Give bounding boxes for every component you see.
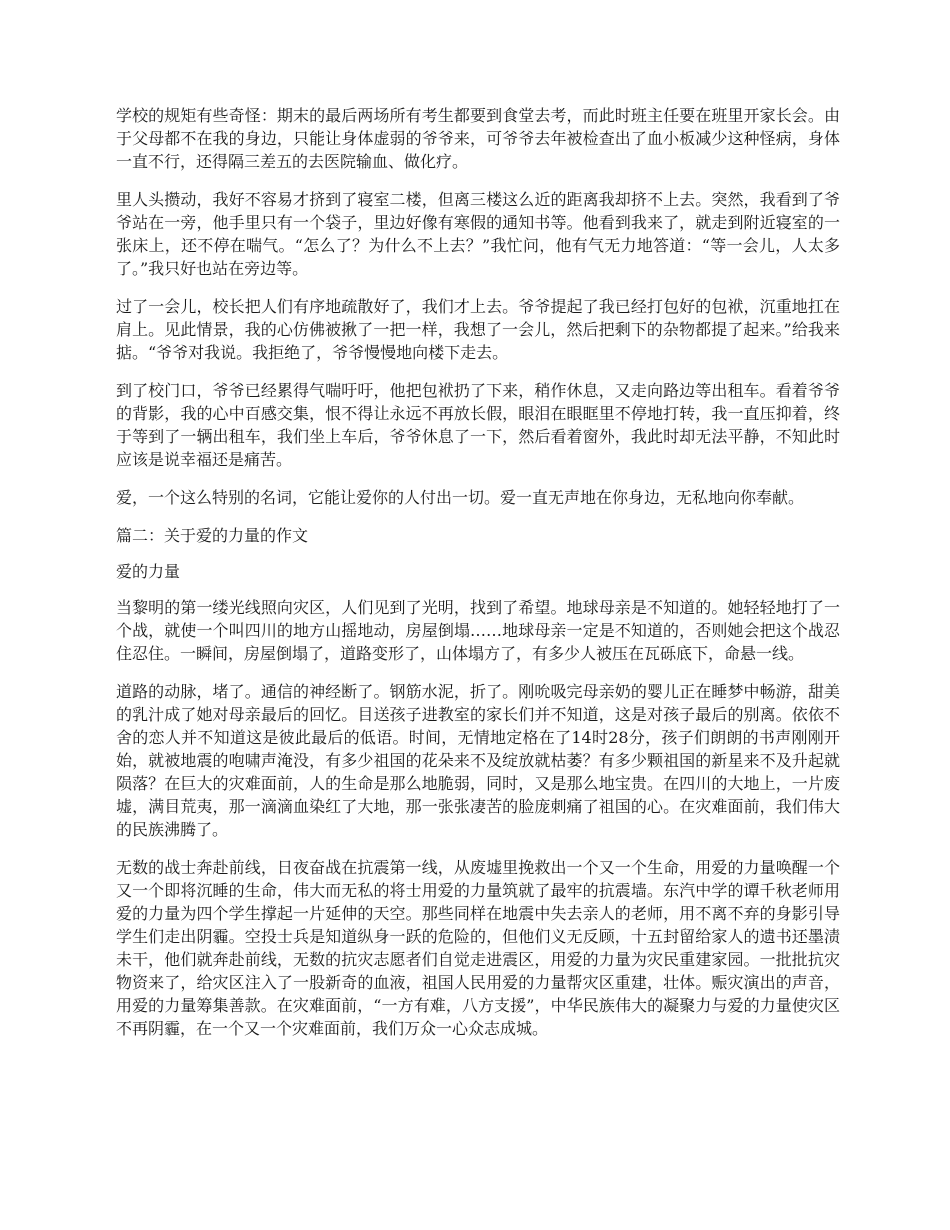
paragraph-love-definition: 爱，一个这么特别的名词，它能让爱你的人付出一切。爱一直无声地在你身边，无私地向你奉献。 xyxy=(116,488,805,507)
paragraph-school-gate: 到了校门口，爷爷已经累得气喘吁吁，他把包袱扔了下来，稍作休息，又走向路边等出租车。看着爷爷的背影，我的心中百感交集，恨不得让永远不再放长假，眼泪在眼眶里不停地打转，我一直压抑着，终于等到了一辆出租车，我们坐上车后，爷爷休息了一下，然后看着窗外，我此时却无法平静，不知此时应该是说幸福还是痛苦。 xyxy=(116,381,840,469)
essay-title: 爱的力量 xyxy=(116,562,181,581)
paragraph-dawn-disaster: 当黎明的第一缕光线照向灾区，人们见到了光明，找到了希望。地球母亲是不知道的。她轻轻地打了一个战，就使一个叫四川的地方山摇地动，房屋倒塌……地球母亲一定是不知道的，否则她会把这个战忍住忍住。一瞬间，房屋倒塌了，道路变形了，山体塌方了，有多少人被压在瓦砾底下，命悬一线。 xyxy=(116,598,840,663)
document-page xyxy=(116,104,840,1055)
paragraph-dorm-crowd: 里人头攒动，我好不容易才挤到了寝室二楼，但离三楼这么近的距离我却挤不上去。突然，我看到了爷爷站在一旁，他手里只有一个袋子，里边好像有寒假的通知书等。他看到我来了，就走到附近寝室的一张床上，还不停在喘气。“怎么了？为什么不上去？”我忙问，他有气无力地答道：“等一会儿，人太多了。”我只好也站在旁边等。 xyxy=(116,190,840,278)
section-heading: 篇二：关于爱的力量的作文 xyxy=(116,526,309,545)
paragraph-soldiers-rescue: 无数的战士奔赴前线，日夜奋战在抗震第一线，从废墟里挽救出一个又一个生命，用爱的力量唤醒一个又一个即将沉睡的生命，伟大而无私的将士用爱的力量筑就了最牢的抗震墙。东汽中学的谭千秋老师用爱的力量为四个学生撑起一片延伸的天空。那些同样在地震中失去亲人的老师，用不离不弃的身影引导学生们走出阴霾。空投士兵是知道纵身一跃的危险的，但他们义无反顾，十五封留给家人的遗书还墨渍未干，他们就奔赴前线，无数的抗灾志愿者们自觉走进震区，用爱的力量为灾民重建家园。一批批抗灾物资来了，给灾区注入了一股新奇的血液，祖国人民用爱的力量帮灾区重建，壮体。赈灾演出的声音，用爱的力量筹集善款。在灾难面前，“一方有难，八方支援”，中华民族伟大的凝聚力与爱的力量使灾区不再阴霾，在一个又一个灾难面前，我们万众一心众志成城。 xyxy=(116,858,840,1038)
paragraph-exam-rules: 学校的规矩有些奇怪：期末的最后两场所有考生都要到食堂去考，而此时班主任要在班里开家长会。由于父母都不在我的身边，只能让身体虚弱的爷爷来，可爷爷去年被检查出了血小板减少这种怪病，身体一直不行，还得隔三差五的去医院输血、做化疗。 xyxy=(116,106,840,171)
paragraph-roads-blocked: 道路的动脉，堵了。通信的神经断了。钢筋水泥，折了。刚吮吸完母亲奶的婴儿正在睡梦中畅游，甜美的乳汁成了她对母亲最后的回忆。目送孩子进教室的家长们并不知道，这是对孩子最后的别离。依依不舍的恋人并不知道这是彼此最后的低语。时间，无情地定格在了14时28分，孩子们朗朗的书声刚刚开始，就被地震的咆啸声淹没，有多少祖国的花朵来不及绽放就枯萎？有多少颗祖国的新星来不及升起就陨落？在巨大的灾难面前，人的生命是那么地脆弱，同时，又是那么地宝贵。在四川的大地上，一片废墟，满目荒夷，那一滴滴血染红了大地，那一张张凄苦的脸庞刺痛了祖国的心。在灾难面前，我们伟大的民族沸腾了。 xyxy=(116,682,840,839)
paragraph-grandpa-carries: 过了一会儿，校长把人们有序地疏散好了，我们才上去。爷爷提起了我已经打包好的包袱，沉重地扛在肩上。见此情景，我的心仿佛被揪了一把一样，我想了一会儿，然后把剩下的杂物都提了起来。”给我来掂。“爷爷对我说。我拒绝了，爷爷慢慢地向楼下走去。 xyxy=(116,297,840,362)
